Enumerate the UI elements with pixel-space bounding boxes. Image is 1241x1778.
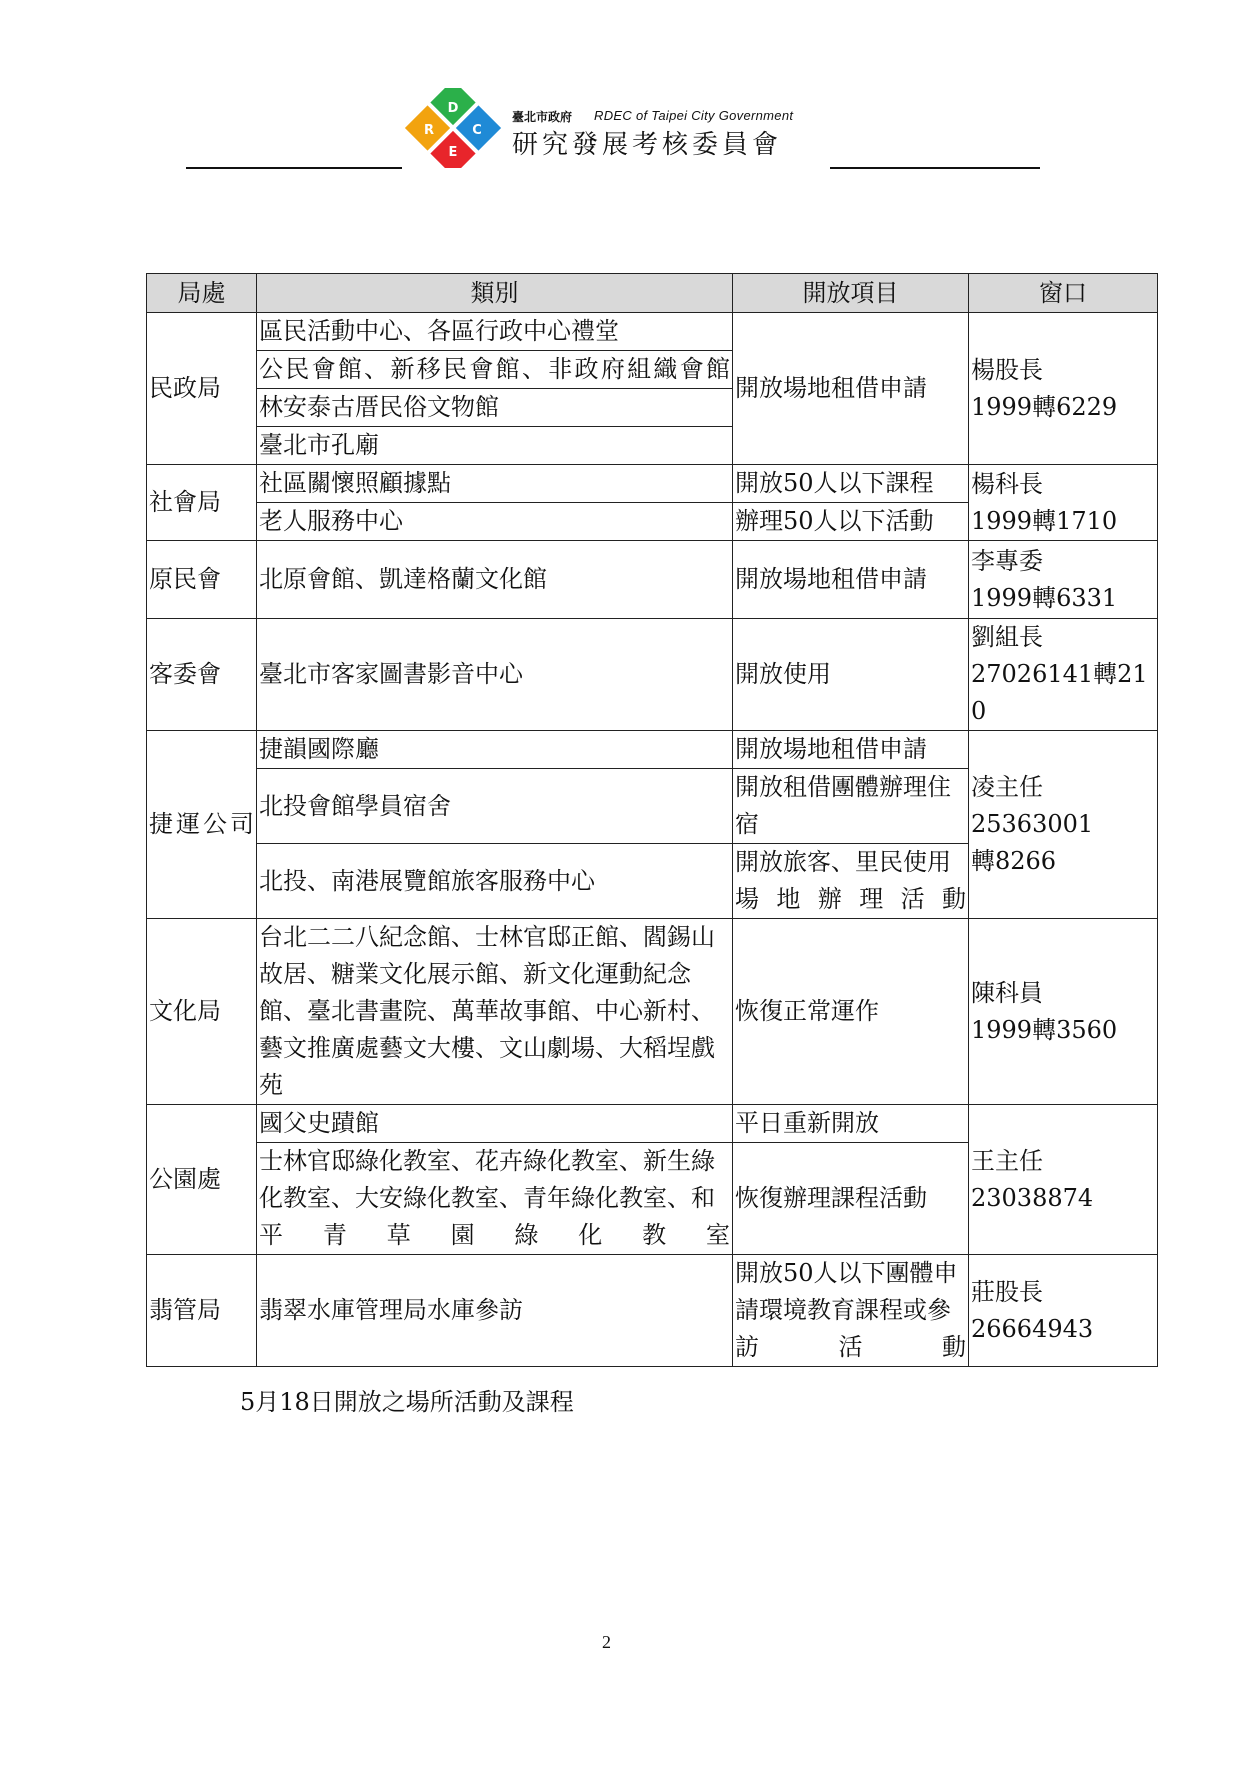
header-rule-left	[186, 167, 402, 169]
contact-cell	[969, 619, 1158, 731]
dept-cell: 客委會	[147, 619, 257, 731]
contact-name: 莊股長	[971, 1277, 1043, 1306]
table-row	[147, 313, 1158, 351]
category-cell: 北投會館學員宿舍	[257, 769, 733, 844]
header-rule-right	[830, 167, 1040, 169]
dept-cell: 捷運公司	[147, 731, 257, 919]
table-row	[147, 919, 1158, 1105]
item-cell: 開放旅客、里民使用場地辦理活動	[733, 844, 969, 919]
header-contact: 窗口	[969, 274, 1158, 313]
contact-phone: 1999轉1710	[971, 506, 1118, 535]
logo-letter-c: C	[472, 123, 482, 138]
page-number: 2	[602, 1632, 611, 1652]
contact-phone: 25363001 轉8266	[971, 810, 1142, 875]
table-row	[147, 541, 1158, 619]
contact-cell	[969, 1105, 1158, 1255]
category-cell: 社區關懷照顧據點	[257, 465, 733, 503]
venue-table	[146, 273, 1158, 1367]
table-header-row	[147, 274, 1158, 313]
contact-name: 李專委	[971, 546, 1043, 575]
table-caption: 5月18日開放之場所活動及課程	[240, 1388, 574, 1416]
item-cell: 開放場地租借申請	[733, 541, 969, 619]
contact-name: 凌主任	[971, 773, 1043, 801]
logo-letter-d: D	[447, 101, 459, 116]
category-cell: 老人服務中心	[257, 503, 733, 541]
header-dept: 局處	[147, 274, 257, 313]
contact-name: 楊科長	[971, 469, 1043, 498]
logo-letter-e: E	[448, 145, 458, 160]
category-cell: 北投、南港展覽館旅客服務中心	[257, 844, 733, 919]
item-cell: 開放場地租借申請	[733, 731, 969, 769]
item-cell: 平日重新開放	[733, 1105, 969, 1143]
item-cell: 開放50人以下課程	[733, 465, 969, 503]
item-cell: 開放場地租借申請	[733, 313, 969, 465]
contact-name: 楊股長	[971, 355, 1043, 384]
contact-cell	[969, 465, 1158, 541]
item-cell: 開放50人以下團體申請環境教育課程或參訪活動	[733, 1255, 969, 1367]
contact-cell	[969, 1255, 1158, 1367]
contact-phone: 1999轉6331	[971, 583, 1118, 612]
contact-cell	[969, 731, 1158, 919]
item-cell: 開放租借團體辦理住宿	[733, 769, 969, 844]
contact-phone: 1999轉6229	[971, 392, 1118, 421]
category-cell: 翡翠水庫管理局水庫參訪	[257, 1255, 733, 1367]
logo-letter-r: R	[423, 123, 435, 138]
dept-cell: 翡管局	[147, 1255, 257, 1367]
contact-phone: 26664943	[971, 1314, 1094, 1343]
header-item: 開放項目	[733, 274, 969, 313]
category-cell: 士林官邸綠化教室、花卉綠化教室、新生綠化教室、大安綠化教室、青年綠化教室、和平青草園綠化教室	[257, 1143, 733, 1255]
category-cell: 北原會館、凱達格蘭文化館	[257, 541, 733, 619]
page-header	[0, 0, 1241, 180]
item-cell: 開放使用	[733, 619, 969, 731]
category-cell: 臺北市孔廟	[257, 427, 733, 465]
org-name-chinese: 研究發展考核委員會	[512, 130, 783, 160]
category-cell: 捷韻國際廳	[257, 731, 733, 769]
contact-cell	[969, 313, 1158, 465]
org-name-english: RDEC of Taipei City Government	[594, 108, 794, 123]
contact-cell	[969, 919, 1158, 1105]
org-name-small: 臺北市政府	[512, 110, 573, 124]
category-cell: 臺北市客家圖書影音中心	[257, 619, 733, 731]
category-cell: 國父史蹟館	[257, 1105, 733, 1143]
table-row	[147, 731, 1158, 769]
contact-name: 王主任	[971, 1146, 1043, 1175]
dept-cell: 文化局	[147, 919, 257, 1105]
contact-name: 陳科員	[971, 978, 1043, 1007]
dept-cell: 社會局	[147, 465, 257, 541]
table-row	[147, 1255, 1158, 1367]
dept-cell: 民政局	[147, 313, 257, 465]
contact-cell	[969, 541, 1158, 619]
table-row	[147, 1105, 1158, 1143]
category-cell: 台北二二八紀念館、士林官邸正館、閻錫山故居、糖業文化展示館、新文化運動紀念館、臺北書畫院、萬華故事館、中心新村、藝文推廣處藝文大樓、文山劇場、大稻埕戲苑	[257, 919, 733, 1105]
dept-cell: 原民會	[147, 541, 257, 619]
category-cell: 公民會館、新移民會館、非政府組織會館	[257, 351, 733, 389]
dept-cell: 公園處	[147, 1105, 257, 1255]
contact-phone: 27026141轉210	[971, 660, 1148, 725]
category-cell: 林安泰古厝民俗文物館	[257, 389, 733, 427]
contact-name: 劉組長	[971, 623, 1043, 651]
category-cell: 區民活動中心、各區行政中心禮堂	[257, 313, 733, 351]
item-cell: 辦理50人以下活動	[733, 503, 969, 541]
rdec-logo-icon	[398, 88, 508, 168]
table-row	[147, 465, 1158, 503]
item-cell: 恢復辦理課程活動	[733, 1143, 969, 1255]
item-cell: 恢復正常運作	[733, 919, 969, 1105]
contact-phone: 1999轉3560	[971, 1015, 1118, 1044]
table-row	[147, 619, 1158, 731]
header-category: 類別	[257, 274, 733, 313]
contact-phone: 23038874	[971, 1183, 1094, 1212]
